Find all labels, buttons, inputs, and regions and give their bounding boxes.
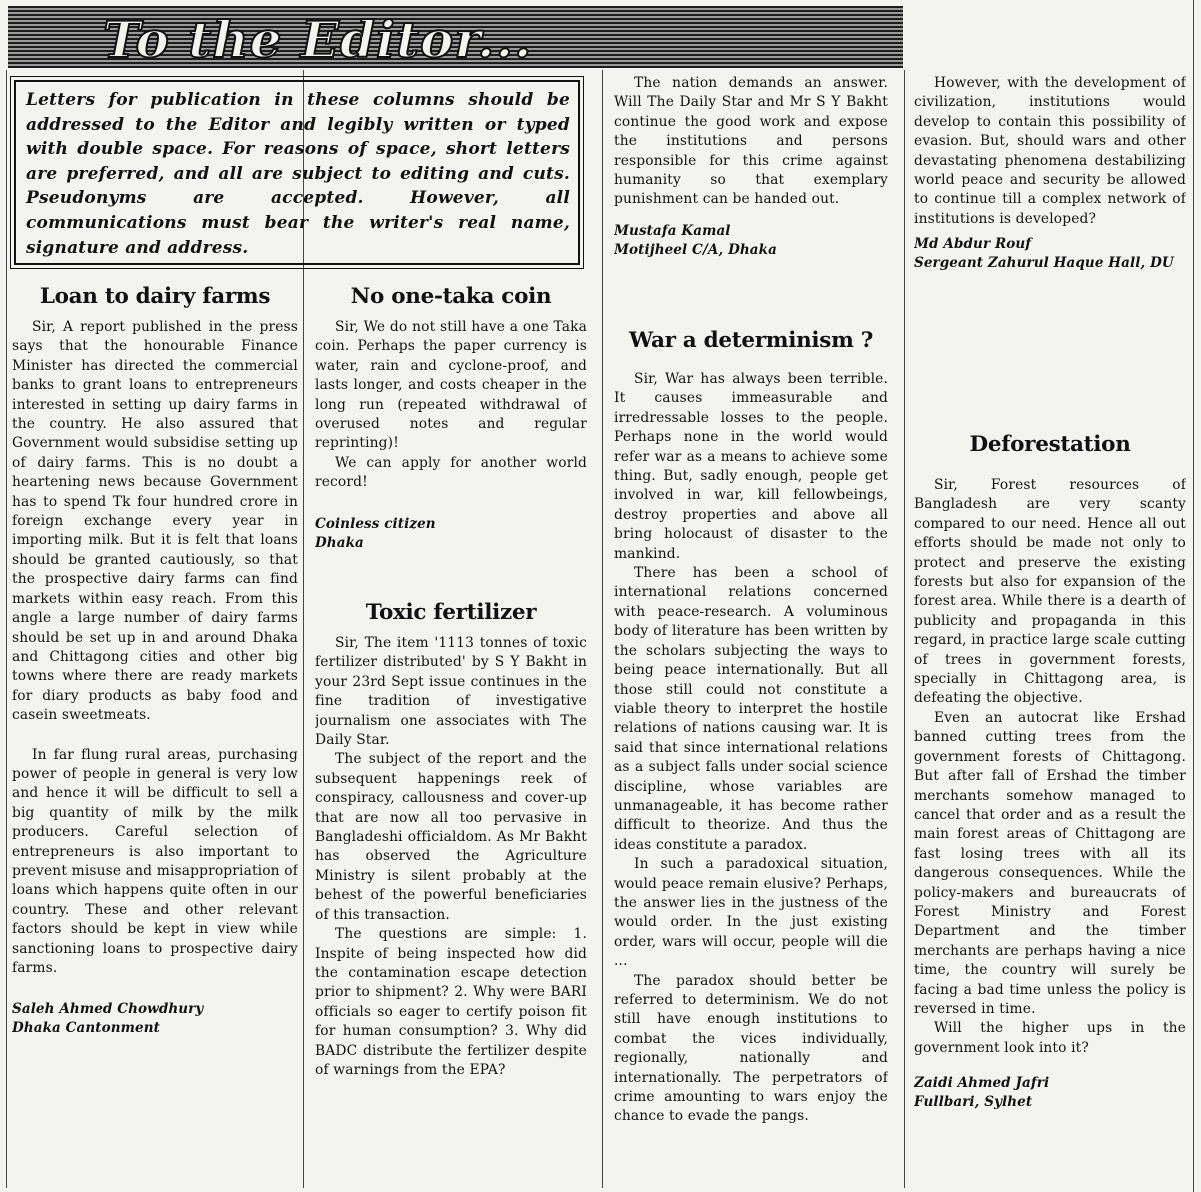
letter-dairy [12,284,298,1184]
letter-paragraph: The questions are simple: 1. Inspite of being inspected how did the contamination escape detection prior to shipment? 2. Why were BARI officials so eager to certify poison fit for human consumption? 3. Why did BADC distribute the fertilizer despite of warnings from the EPA? [315,926,587,1078]
letter-forest [914,432,1186,1186]
author-location: Motijheel C/A, Dhaka [614,241,777,258]
letter-body [914,74,1186,229]
letter-heading: Loan to dairy farms [39,284,271,309]
letter-heading: Toxic fertilizer [365,600,537,625]
masthead-banner [8,6,903,68]
author-location: Dhaka [315,534,364,551]
letter-body [614,370,888,1127]
letter-paragraph: Sir, A report published in the press says that the honourable Finance Minister has directed the commercial banks to grant loans to entrepreneurs interested in setting up dairy farms in the country. He also assured that Government would subsidise setting up of dairy farms. This is no doubt a heartening news because Government has to spend Tk four hundred crore in foreign exchange every year in importing milk. But it is felt that loans should be granted cautiously, so that the prospective dairy farms can find markets within easy reach. From this angle a large number of dairy farms should be set up in and around Dhaka and Chittagong cities and other big towns where there are ready markets for diary products as baby food and casein sweetmeats. [12,319,298,724]
author-location: Dhaka Cantonment [12,1020,160,1037]
letter-signature [315,515,587,553]
letter-body [315,318,587,493]
letter-paragraph: In far flung rural areas, purchasing power of people in general is very low and hence it will be difficult to sell a big quantity of milk by the milk producers. Careful selection of entrepreneurs is also important to prevent misuse and misappropriation of loans which happens quite often in our country. These and other relevant factors should be kept in view while sanctioning loans to prospective dairy farms. [12,746,298,976]
column-rule [602,70,603,1188]
author-name: Md Abdur Rouf [914,236,1032,253]
letter-toxic-continued [614,74,888,304]
letter-paragraph: The subject of the report and the subsequent happenings reek of conspiracy, callousness and cover-up that are now all too pervasive in Bangladeshi officialdom. As Mr Bakht has observed the Agriculture Ministry is silent probably at the behest of the powerful beneficiaries of this transaction. [315,751,587,923]
letter-paragraph: Sir, We do not still have a one Taka coin. Perhaps the paper currency is water, rain and cyclone-proof, and lasts longer, and costs cheaper in the long run (repeated withdrawal of overused notes and regular reprinting)! [315,319,587,452]
letter-paragraph: Sir, The item '1113 tonnes of toxic fertilizer distributed' by S Y Bakht in your 23rd Sept issue continues in the fine tradition of investigative journalism one associates with The Daily Star. [315,635,587,749]
letter-body [12,318,298,978]
letter-paragraph: Will the higher ups in the government look into it? [914,1020,1186,1056]
author-name: Zaidi Ahmed Jafri [914,1075,1050,1092]
letter-paragraph: The nation demands an answer. Will The Daily Star and Mr S Y Bakht continue the good work and expose the institutions and persons responsible for this crime against humanity so that exemplary punishment can be handed out. [614,75,888,208]
editorial-notice-box [14,80,580,265]
letter-paragraph: The paradox should better be referred to determinism. We do not still have enough institutions to combat the vices individually, regionally, nationally and internationally. The perpetrators of crime amounting to wars enjoy the chance to evade the pangs. [614,972,888,1125]
letter-heading: No one-taka coin [350,284,552,309]
letter-heading: Deforestation [969,432,1131,457]
letter-paragraph: Even an autocrat like Ershad banned cutting trees from the government forests of Chittagong. But after fall of Ershad the timber merchants somehow managed to cancel that order and as a result the main forest areas of Chittagong are fast losing trees with all its dangerous consequences. While the policy-makers and bureaucrats of Forest Ministry and Forest Department and the timber merchants are perhaps having a nice time, the country will surely be facing a bad time unless the policy is reversed in time. [914,709,1186,1017]
author-location: Fullbari, Sylhet [914,1094,1033,1111]
column-rule [904,70,905,1188]
letter-war [614,328,888,1186]
letter-paragraph: In such a paradoxical situation, would peace remain elusive? Perhaps, the answer lies in the justness of the would order. In the just existing order, wars will occur, people will die ... [614,856,888,970]
letter-heading: War a determinism ? [628,328,874,353]
letter-paragraph: However, with the development of civilization, institutions would develop to contain this possibility of evasion. But, should wars and other devastating phenomena destabilizing world peace and security be allowed to continue till a complex network of institutions is developed? [914,75,1186,227]
letter-body [315,634,587,1080]
editorial-notice: Letters for publication in these columns should be addressed to the Editor and legibly written or typed with double space. For reasons of space, short letters are preferred, and all are subject to editing and cuts. Pseudonyms are accepted. However, all communications must bear the writer's real name, signature and address. [26,90,570,258]
author-location: Sergeant Zahurul Haque Hall, DU [914,255,1174,272]
letter-body [914,476,1186,1058]
letter-signature [12,1000,298,1038]
letter-toxic [315,600,587,1186]
letter-paragraph: Sir, War has always been terrible. It causes immeasurable and irredressable losses to the people. Perhaps none in the world would refer war as a means to achieve some thing. But, sadly enough, people get involved in war, kill fellowbeings, destroy properties and above all bring holocaust of disaster to the mankind. [614,371,888,562]
author-name: Coinless citizen [315,515,436,532]
letter-paragraph: We can apply for another world record! [315,454,587,491]
letter-war-continued [914,74,1186,404]
author-name: Saleh Ahmed Chowdhury [12,1001,204,1018]
masthead-title: To the Editor... [103,10,533,69]
column-rule [6,70,7,1188]
letter-body [614,74,888,210]
letter-coin [315,284,587,584]
letter-paragraph: Sir, Forest resources of Bangladesh are very scanty compared to our need. Hence all out efforts should be made not only to protect and preserve the existing forests but also for expansion of the forest area. While there is a dearth of publicity and propaganda in this regard, in practice large scale cutting of trees in government forests, specially in Chittagong area, is defeating the objective. [914,477,1186,707]
letter-signature [914,1074,1186,1112]
column-rule [1193,0,1194,1192]
letter-signature [914,235,1186,273]
letter-signature [614,222,888,260]
letter-paragraph: There has been a school of international relations concerned with peace-research. A voluminous body of literature has been written by the scholars subjecting the ways to being peace internationally. But all those still could not constitute a viable theory to interpret the hostile relations of nations causing war. It is said that since international relations as a subject falls under social science discipline, whose variables are unmanageable, it has become rather difficult to theorize. And thus the ideas constitute a paradox. [614,565,888,853]
author-name: Mustafa Kamal [614,222,731,239]
